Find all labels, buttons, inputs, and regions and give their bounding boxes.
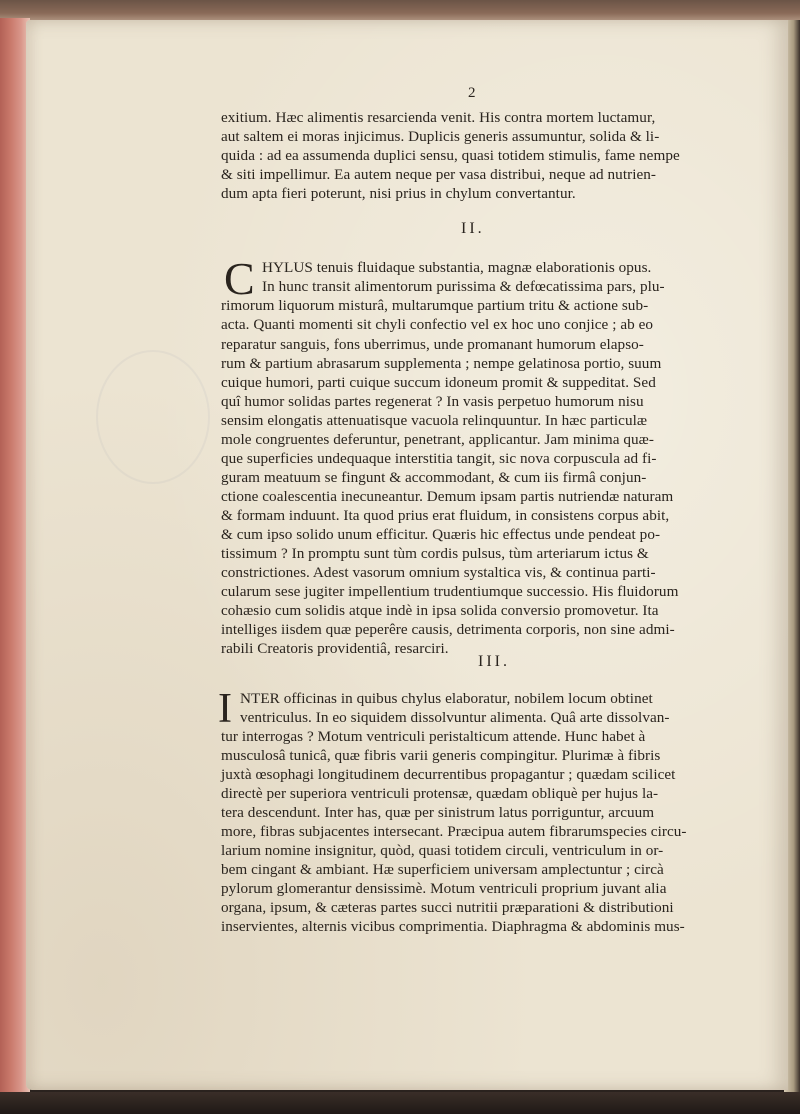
text-line: tissimum ? In promptu sunt tùm cordis pulsus, tùm arteriarum ictus &	[221, 545, 649, 562]
page-number: 2	[468, 85, 476, 101]
text-line: rimorum liquorum misturâ, multarumque partium tritu & actione sub-	[221, 297, 649, 314]
text-line: aut saltem ei moras injicimus. Duplicis generis assumuntur, solida & li-	[221, 128, 660, 145]
bleed-through-stamp	[96, 350, 210, 484]
book-bottom-edge	[0, 1092, 800, 1114]
text-line: rum & partium abrasarum supplementa ; nempe gelatinosa portio, suum	[221, 355, 662, 372]
text-line: musculosâ tunicâ, quæ fibris varii generis compingitur. Plurimæ à fibris	[221, 747, 661, 764]
text-line: tera descendunt. Inter has, quæ per sinistrum latus porriguntur, arcuum	[221, 804, 655, 821]
text-line: directè per superiora ventriculi protensæ, quædam obliquè per hujus la-	[221, 785, 659, 802]
text-line: quida : ad ea assumenda duplici sensu, quasi totidem stimulis, fame nempe	[221, 147, 680, 164]
text-line: constrictiones. Adest vasorum omnium systaltica vis, & continua parti-	[221, 564, 656, 581]
text-line: ctione coalescentia inecuneantur. Demum ipsam partis nutriendæ naturam	[221, 488, 674, 505]
text-line: reparatur sanguis, fons uberrimus, unde promanant humorum elapso-	[221, 336, 644, 353]
text-line: guram meatuum se fingunt & accommodant, & cum iis firmâ conjun-	[221, 469, 647, 486]
text-line: rabili Creatoris providentiâ, resarciri.	[221, 640, 449, 657]
text-line: sensim elongatis attenuatisque vacuola relinquuntur. In hæc particulæ	[221, 412, 648, 429]
text-line: inservientes, alternis vicibus comprimentia. Diaphragma & abdominis mus-	[221, 918, 685, 935]
text-line: In hunc transit alimentorum purissima & defœcatissima pars, plu-	[262, 278, 665, 295]
text-line: tur interrogas ? Motum ventriculi peristalticum attende. Hunc habet à	[221, 728, 646, 745]
text-line: dum apta fieri poterunt, nisi prius in chylum convertantur.	[221, 185, 576, 202]
text-line: exitium. Hæc alimentis resarcienda venit. His contra mortem luctamur,	[221, 109, 656, 126]
text-line: mole congruentes deferuntur, penetrant, applicantur. Jam minima quæ-	[221, 431, 654, 448]
text-line: larium nomine insignitur, quòd, quasi totidem circuli, ventriculum in or-	[221, 842, 664, 859]
text-line: bem cingant & ambiant. Hæ superficiem universam amplectuntur ; circà	[221, 861, 664, 878]
text-line: pylorum glomerantur densissimè. Motum ventriculi proprium juvant alia	[221, 880, 667, 897]
text-line: cularum sese jugiter impellentium trudentiumque successio. His fluidorum	[221, 583, 679, 600]
section-heading-3: III.	[478, 653, 510, 670]
text-line: more, fibras subjacentes intersecant. Præcipua autem fibrarumspecies circu-	[221, 823, 687, 840]
text-line: cuique humori, parti cuique succum idoneum promit & suppeditat. Sed	[221, 374, 656, 391]
text-line: & siti impellimur. Ea autem neque per vasa distribui, neque ad nutrien-	[221, 166, 657, 183]
text-line: juxtà œsophagi longitudinem decurrentibus propagantur ; quædam scilicet	[221, 766, 676, 783]
text-line: acta. Quanti momenti sit chyli confectio vel ex hoc uno conjice ; ab eo	[221, 316, 654, 333]
text-line: & cum ipso solido unum efficitur. Quæris hic effectus unde pendeat po-	[221, 526, 661, 543]
book-top-edge	[0, 0, 800, 22]
text-line: ventriculus. In eo siquidem dissolvuntur alimenta. Quâ arte dissolvan-	[240, 709, 670, 726]
text-line: que superficies undequaque interstitia tangit, sic nova corpuscula ad fi-	[221, 450, 657, 467]
text-line: organa, ipsum, & cæteras partes succi nutritii præparationi & distributioni	[221, 899, 674, 916]
drop-cap: I	[218, 686, 232, 732]
drop-cap: C	[224, 253, 255, 304]
text-line: & formam induunt. Ita quod prius erat fluidum, in consistens corpus abit,	[221, 507, 670, 524]
text-line: NTER officinas in quibus chylus elaboratur, nobilem locum obtinet	[240, 690, 653, 707]
text-line: HYLUS tenuis fluidaque substantia, magnæ elaborationis opus.	[262, 259, 652, 276]
text-line: intelliges iisdem quæ peperêre causis, detrimenta corporis, non sine admi-	[221, 621, 675, 638]
text-line: cohæsio cum solidis atque indè in ipsa solida conversio promovetur. Ita	[221, 602, 659, 619]
section-heading-2: II.	[461, 220, 485, 237]
text-line: quî humor solidas partes regenerat ? In vasis perpetuo humorum nisu	[221, 393, 644, 410]
